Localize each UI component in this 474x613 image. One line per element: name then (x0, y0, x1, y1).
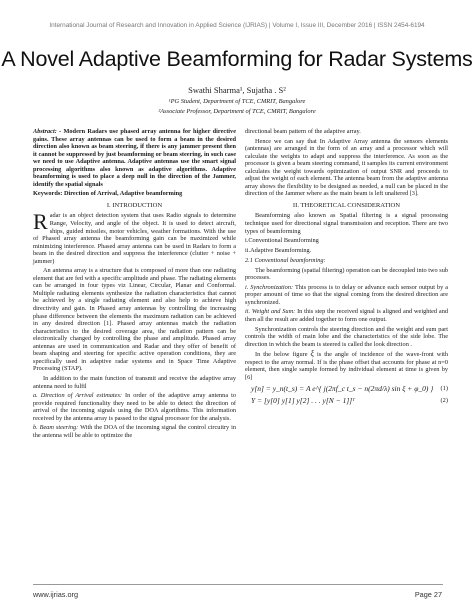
item-a-text: In order of the adaptive array antenna to provide required functionality they need to be able to detect the direction of arrival of the incoming signals using the DOA algorithms. This information received by the antenna array is passed to the signal processor for the analysis. (33, 392, 236, 422)
subsection-heading-2-1: 2.1 Conventional beamforming: (245, 257, 326, 265)
intro-paragraph-3: In addition to the main function of transmit and receive the adaptive array antenna need to fulfil (33, 374, 236, 390)
section-heading-introduction: I. INTRODUCTION (106, 201, 163, 209)
step-i-label: i. Synchronization: (245, 283, 294, 291)
step-weight-and-sum (245, 308, 448, 323)
item-a-label: a. Direction of Arrival estimates: (33, 392, 123, 400)
affiliation-1: ¹PG Student, Department of TCE, CMRIT, Bangalore (168, 98, 306, 105)
paper-title: A Novel Adaptive Beamforming for Radar Systems (1, 47, 473, 71)
section-heading-theory: II. THEORETICAL CONSIDERATION (292, 201, 401, 209)
right-paragraph-1: directional beam pattern of the adaptive array. (245, 128, 361, 135)
step-ii-label: ii. Weight and Sum: (245, 308, 296, 316)
xi-symbol: ξ (310, 349, 314, 359)
affiliation-2: ²Associate Professor, Department of TCE, CMRIT, Bangalore (158, 108, 316, 115)
list-item-conventional: i.Conventional Beamforming (245, 237, 319, 245)
equation-1 (245, 385, 448, 393)
intro-paragraph-1-text: adar is an object detection system that uses Radio signals to determine Range, Velocity, and angle of the object. It is used to detect aircraft, ships, guided missiles, motor vehicles, weather formations. With the use of Phased array antenna the beamforming gain can be maximized while minimizing interference. Phased array antenna can be used in Radars to form a beam in the desired direction and suppress the interference (clutter + noise + jammer) (33, 212, 236, 265)
equation-1-body: y[n] = y_n(t_s) = A e^{ j(2πf_c t_s − n(2πd/λ) sin ξ + φ_0) } (251, 384, 434, 394)
footer-divider (33, 584, 443, 585)
right-paragraph-5: Synchronization controls the steering direction and the weight and sum part controls the width of main lobe and the characteristics of the side lobe. The direction in which the beam is steered is called the look direction . (245, 325, 448, 348)
intro-item-a (33, 392, 236, 422)
right-paragraph-3: Beamforming also known as Spatial filtering is a signal processing technique used for directional signal transmission and reception. There are two types of beamforming (245, 212, 448, 235)
intro-paragraph-1 (33, 209, 236, 265)
right-paragraph-6-start: In the below figure (255, 351, 308, 359)
right-paragraph-6 (245, 350, 448, 381)
right-paragraph-4: The beamforming (spatial filtering) operation can be decoupled into two sub processes. (245, 266, 448, 282)
equation-2 (245, 397, 448, 405)
list-item-adaptive: ii.Adaptive Beamforming. (245, 246, 312, 254)
author-names: Swathi Sharma¹, Sujatha . S² (188, 85, 286, 95)
step-ii-text: In this step the received signal is aligned and weighted and then all the result are added together to form one output. (245, 308, 448, 324)
right-column (245, 128, 448, 409)
footer-website: www.ijrias.org (33, 590, 79, 599)
item-b-label: b. Beam steering: (33, 424, 79, 432)
right-paragraph-6-end: is the angle of incidence of the wave-front with respect to the array normal. If is the phase offset that accounts for phase at n=0 element, then single sample formed by individual element at time is given by [6] (245, 351, 448, 381)
footer-page-number: Page 27 (414, 590, 442, 599)
item-b-text: With the DOA of the incoming signal the control circuitry in the antenna will be able to optimize the (33, 424, 236, 439)
drop-cap: R (33, 209, 48, 235)
abstract-text: Modern Radars use phased array antenna for higher directive gains. These array antennas can be used to form a beam in the desired direction also known as beam steering, if there is any jammer present then it cannot be suppressed by just beamforming or beam steering, in such case we need to use Adaptive antenna. Adaptive antennas use the smart signal processing algorithms also known as adaptive algorithms. Adaptive beamforming is used to place a deep null in the direction of the Jammer, identify the spatial signals (33, 128, 236, 188)
journal-header: International Journal of Research and Innovation in Applied Science (IJRIAS) | Volume I, Issue III, December 2016 | ISSN 2454-6194 (49, 22, 425, 29)
abstract (33, 128, 236, 188)
intro-item-b (33, 424, 236, 439)
left-column (33, 128, 236, 441)
step-i-text: This process is to delay or advance each sensor output by a proper amount of time so that the signal coming from the desired direction are synchronized. (245, 283, 448, 306)
right-paragraph-2: Hence we can say that In Adaptive Array antenna the sensors elements (antennas) are arranged in the form of an array and a processor which will calculate the weights to adapt and suppress the interference. As soon as the processor is given a beam steering command, it samples its current environment calculates the weight towards optimization of output SNR and proceeds to adjust the weight of each element. The antenna beam from the adaptive antenna array shows the flexibility to be designed as needed, a null can be placed in the direction of the Jammer where as the main beam is left unaltered [3]. (245, 137, 448, 198)
keywords: Keywords: Direction of Arrival, Adaptive beamforming (33, 190, 183, 198)
step-synchronization (245, 284, 448, 307)
equation-2-body: Y = [y[0] y[1] y[2] . . . y[N − 1]]ᵀ (251, 395, 356, 405)
intro-paragraph-2: An antenna array is a structure that is composed of more than one radiating element that are fed with a specific amplitude and phase. The radiating elements can be arranged in four types viz Linear, Circular, Planar and Conformal. Multiple radiating elements synthesize the radiation characteristics that cannot be achieved by a single radiating element and also help to achieve high directivity and gain. In Phased array antennas by controlling the increasing phase difference between the elements the maximum radiation can be achieved in any desired direction [1]. Phased array antennas match the radiation characteristics to the desired coverage area, the radiation pattern can be electronically changed by controlling the phase and amplitude. Phased array antennas are used in communication and Radar and they offer of benefit of beam shaping and steering for specific active operation conditions, they are specifically used in adaptive radar systems and in Space Time Adaptive Processing (STAP). (33, 267, 236, 373)
abstract-label: Abstract: - (33, 128, 62, 135)
equation-2-number: (2) (440, 396, 448, 404)
equation-1-number: (1) (440, 385, 448, 393)
